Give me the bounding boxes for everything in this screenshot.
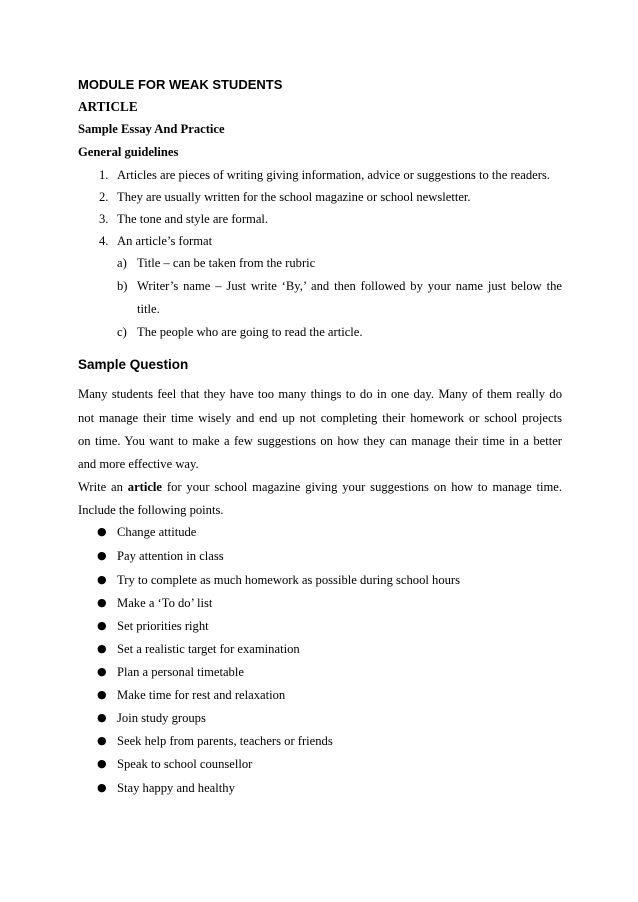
paragraph-line: on time. You want to make a few suggestions on how they can manage their time in a better bbox=[78, 434, 562, 448]
list-item: Change attitude bbox=[117, 525, 197, 539]
task-text-after: for your school magazine giving your suggestions on how to manage time. bbox=[162, 480, 562, 494]
task-text-before: Write an bbox=[78, 480, 128, 494]
task-keyword: article bbox=[127, 480, 163, 494]
bullet-icon: ● bbox=[97, 781, 107, 794]
list-item: Join study groups bbox=[117, 711, 206, 725]
list-item-number: 4. bbox=[99, 234, 109, 248]
sublist-item: The people who are going to read the article. bbox=[137, 325, 363, 339]
bullet-icon: ● bbox=[97, 596, 107, 609]
list-item: Pay attention in class bbox=[117, 549, 224, 563]
paragraph-line: Many students feel that they have too many things to do in one day. Many of them really do bbox=[78, 387, 562, 401]
bullet-icon: ● bbox=[97, 711, 107, 724]
list-item: They are usually written for the school magazine or school newsletter. bbox=[117, 190, 471, 204]
list-item-number: 2. bbox=[99, 190, 109, 204]
list-item: Make time for rest and relaxation bbox=[117, 688, 286, 702]
paragraph-line: and more effective way. bbox=[78, 457, 199, 471]
list-item: An article’s format bbox=[117, 234, 213, 248]
bullet-icon: ● bbox=[97, 619, 107, 632]
list-item: Set priorities right bbox=[117, 619, 209, 633]
sublist-letter: c) bbox=[117, 325, 127, 339]
sublist-letter: a) bbox=[117, 256, 127, 270]
list-item: The tone and style are formal. bbox=[117, 212, 269, 226]
bullet-icon: ● bbox=[97, 734, 107, 747]
section-title: ARTICLE bbox=[78, 99, 138, 114]
sublist-item: Writer’s name – Just write ‘By,’ and then followed by your name just below the bbox=[137, 279, 562, 293]
list-item: Try to complete as much homework as possible during school hours bbox=[117, 573, 461, 587]
bullet-icon: ● bbox=[97, 688, 107, 701]
list-item: Articles are pieces of writing giving information, advice or suggestions to the readers. bbox=[117, 168, 550, 182]
bullet-icon: ● bbox=[97, 665, 107, 678]
module-title: MODULE FOR WEAK STUDENTS bbox=[78, 77, 283, 92]
list-item-number: 1. bbox=[99, 168, 109, 182]
sublist-letter: b) bbox=[117, 279, 128, 293]
list-item: Set a realistic target for examination bbox=[117, 642, 300, 656]
bullet-icon: ● bbox=[97, 757, 107, 770]
bullet-icon: ● bbox=[97, 549, 107, 562]
sublist-item-continued: title. bbox=[137, 302, 160, 316]
list-item: Seek help from parents, teachers or friends bbox=[117, 734, 333, 748]
list-item: Stay happy and healthy bbox=[117, 781, 235, 795]
list-item: Speak to school counsellor bbox=[117, 757, 253, 771]
task-line bbox=[78, 480, 562, 495]
points-intro: Include the following points. bbox=[78, 503, 224, 517]
sublist-item: Title – can be taken from the rubric bbox=[137, 256, 316, 270]
bullet-icon: ● bbox=[97, 573, 107, 586]
subtitle: Sample Essay And Practice bbox=[78, 122, 225, 136]
guidelines-heading: General guidelines bbox=[78, 145, 179, 159]
list-item: Make a ‘To do’ list bbox=[117, 596, 213, 610]
bullet-icon: ● bbox=[97, 525, 107, 538]
paragraph-line: not manage their time wisely and end up not completing their homework or school projects bbox=[78, 411, 562, 425]
list-item-number: 3. bbox=[99, 212, 109, 226]
bullet-icon: ● bbox=[97, 642, 107, 655]
list-item: Plan a personal timetable bbox=[117, 665, 244, 679]
sample-question-heading: Sample Question bbox=[78, 357, 189, 372]
